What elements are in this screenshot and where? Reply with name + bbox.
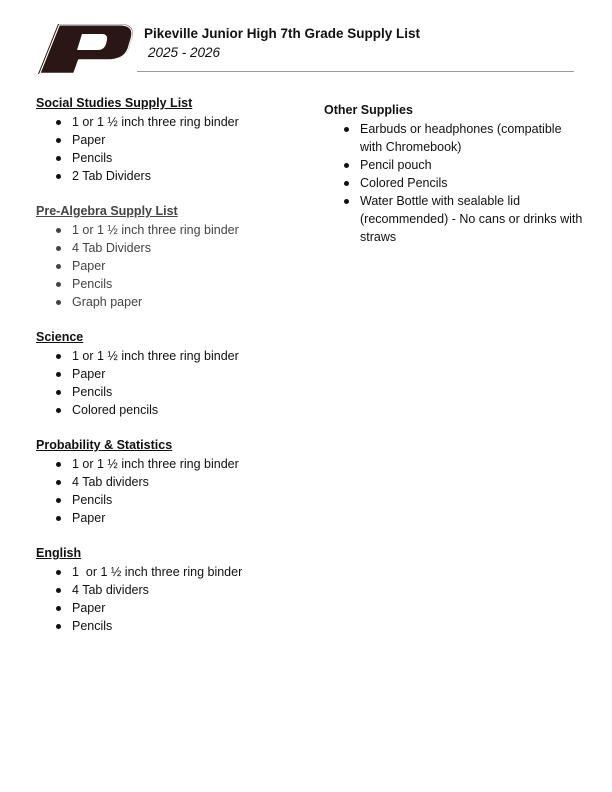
social-studies-section [36, 95, 296, 185]
list-item: Paper [36, 599, 296, 617]
section-heading: Pre-Algebra Supply List [36, 204, 178, 218]
list-item: Pencils [36, 383, 296, 401]
list-item: 1 or 1 ½ inch three ring binder [36, 455, 296, 473]
supply-list [324, 120, 584, 246]
other-supplies-section [324, 102, 584, 246]
list-item: Paper [36, 365, 296, 383]
list-item: Water Bottle with sealable lid (recommended) - No cans or drinks with straws [324, 192, 584, 246]
supply-list [36, 347, 296, 419]
page-title: Pikeville Junior High 7th Grade Supply List [144, 26, 421, 41]
list-item: 4 Tab dividers [36, 581, 296, 599]
section-heading: Social Studies Supply List [36, 96, 193, 110]
supply-list [36, 563, 296, 635]
school-year: 2025 - 2026 [148, 45, 221, 60]
pre-algebra-section [36, 203, 296, 311]
list-item: 1 or 1 ½ inch three ring binder [36, 113, 296, 131]
section-heading: Science [36, 330, 84, 344]
supply-list [36, 221, 296, 311]
list-item: Paper [36, 509, 296, 527]
list-item: Pencils [36, 149, 296, 167]
supply-list [36, 455, 296, 527]
list-item: 1 or 1 ½ inch three ring binder [36, 563, 296, 581]
section-heading: Probability & Statistics [36, 438, 173, 452]
supply-list [36, 113, 296, 185]
right-column [324, 102, 584, 264]
list-item: 1 or 1 ½ inch three ring binder [36, 347, 296, 365]
list-item: 4 Tab dividers [36, 473, 296, 491]
list-item: Paper [36, 131, 296, 149]
probability-statistics-section [36, 437, 296, 527]
english-section [36, 545, 296, 635]
list-item: Graph paper [36, 293, 296, 311]
list-item: 1 or 1 ½ inch three ring binder [36, 221, 296, 239]
section-heading: English [36, 546, 82, 560]
left-column [36, 95, 296, 653]
list-item: Paper [36, 257, 296, 275]
list-item: Earbuds or headphones (compatible with Chromebook) [324, 120, 584, 156]
list-item: Pencils [36, 617, 296, 635]
section-heading: Other Supplies [324, 103, 413, 117]
pikeville-logo-icon [36, 20, 136, 76]
list-item: Pencils [36, 275, 296, 293]
list-item: 2 Tab Dividers [36, 167, 296, 185]
header-divider [137, 71, 574, 72]
list-item: Pencil pouch [324, 156, 584, 174]
list-item: Pencils [36, 491, 296, 509]
list-item: Colored Pencils [324, 174, 584, 192]
science-section [36, 329, 296, 419]
list-item: Colored pencils [36, 401, 296, 419]
list-item: 4 Tab Dividers [36, 239, 296, 257]
